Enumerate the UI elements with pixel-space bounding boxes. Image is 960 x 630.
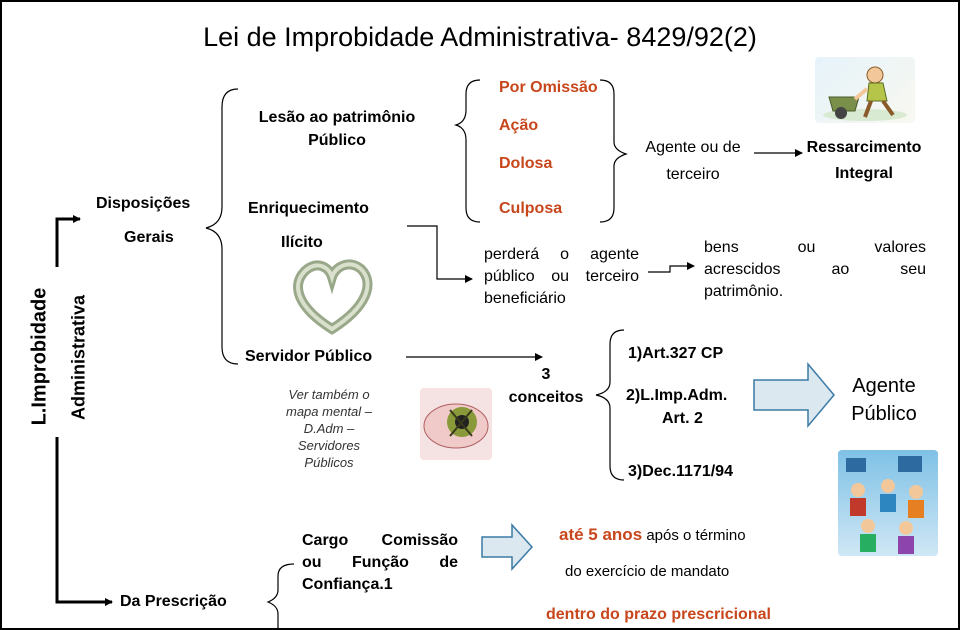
modalidade-culposa: Culposa [499, 200, 563, 217]
conceito-2-l1: 2)L.Imp.Adm. [626, 387, 728, 404]
brace-disposicoes [206, 89, 238, 364]
lesao-label-l1: Lesão ao patrimônio [258, 109, 416, 126]
enriquecimento-label-l1: Enriquecimento [248, 200, 369, 217]
money-heart-icon [287, 255, 377, 335]
ver-tambem-note [274, 386, 384, 471]
vertical-label-line1: L.Improbidade [28, 287, 51, 426]
ver-tambem-l5: Públicos [304, 455, 354, 470]
brace-modalidades-left [456, 80, 480, 222]
perdera-l1: perderá o agente [484, 246, 639, 263]
modalidade-omissao: Por Omissão [499, 79, 598, 96]
gerais-label: Gerais [124, 229, 174, 246]
ressarcimento-l2: Integral [835, 165, 893, 182]
conceito-1: 1)Art.327 CP [628, 345, 724, 362]
office-people-icon [838, 450, 938, 556]
cartoon-with-wheelbarrow-icon [815, 57, 915, 123]
prazo-red: até 5 anos [559, 525, 643, 544]
eye-icon [420, 388, 492, 460]
main-arrow-bottom [57, 437, 112, 602]
conceitos-count: 3 [541, 366, 551, 383]
cargo-block [302, 530, 458, 596]
arrow-perdera-bens [648, 266, 694, 272]
brace-modalidades-right [600, 80, 626, 222]
prazo-line3: dentro do prazo prescricional [546, 606, 771, 623]
ver-tambem-l4: Servidores [297, 438, 361, 453]
conceitos-label: conceitos [508, 389, 584, 406]
prazo-rest: após o término [646, 527, 746, 544]
cargo-l3: Confiança.1 [302, 576, 393, 593]
perdera-l3: beneficiário [484, 290, 566, 307]
main-arrow-top [57, 219, 80, 267]
lesao-label-l2: Público [308, 132, 366, 149]
bens-l3: patrimônio. [704, 283, 784, 300]
agente-label-l1: Agente ou de [645, 139, 741, 156]
conceito-3: 3)Dec.1171/94 [628, 463, 733, 480]
perdera-block [484, 244, 639, 310]
agente-publico-l1: Agente [852, 375, 916, 397]
perdera-l2: público ou terceiro [484, 268, 639, 285]
brace-conceitos [596, 330, 624, 480]
agente-publico-l2: Público [851, 403, 917, 425]
servidor-label: Servidor Público [245, 348, 373, 365]
ver-tambem-l1: Ver também o [288, 387, 370, 402]
block-arrow-prazo [482, 525, 532, 569]
conceito-2-l2: Art. 2 [662, 410, 703, 427]
vertical-label-line2: Administrativa [68, 294, 89, 421]
cargo-l1: Cargo Comissão [302, 532, 458, 549]
prazo-line2: do exercício de mandato [565, 563, 730, 580]
brace-cargo [268, 564, 294, 628]
bens-l2: acrescidos ao seu [704, 261, 926, 278]
modalidade-dolosa: Dolosa [499, 155, 553, 172]
prazo-line1 [559, 525, 746, 545]
enriquecimento-label-l2: Ilícito [281, 234, 323, 251]
arrow-enriquecimento [407, 226, 472, 279]
bens-block [704, 237, 926, 303]
page-title: Lei de Improbidade Administrativa- 8429/92(2) [203, 22, 757, 52]
ver-tambem-l2: mapa mental – [286, 404, 372, 419]
ressarcimento-l1: Ressarcimento [806, 139, 922, 156]
ver-tambem-l3: D.Adm – [303, 421, 355, 436]
disposicoes-label: Disposições [96, 195, 191, 212]
block-arrow-agente [754, 364, 834, 426]
agente-label-l2: terceiro [666, 166, 720, 183]
modalidade-acao: Ação [499, 117, 539, 134]
bens-l1: bens ou valores [704, 239, 926, 256]
prescricao-label: Da Prescrição [120, 593, 227, 610]
cargo-l2: ou Função de [302, 554, 458, 571]
